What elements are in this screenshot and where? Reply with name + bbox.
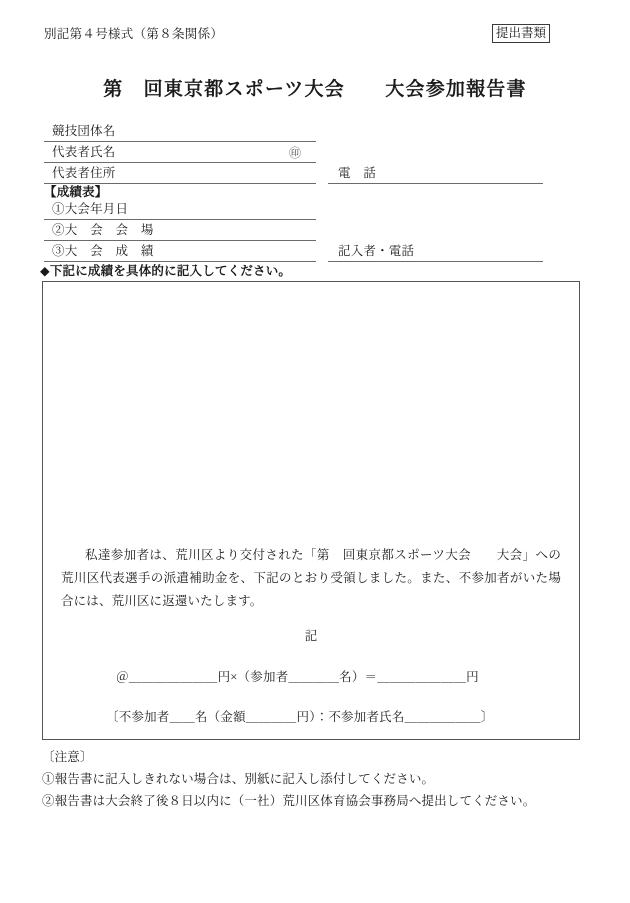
page-title: 第 回東京都スポーツ大会 大会参加報告書 — [103, 79, 527, 100]
receipt-statement-paragraph: 私達参加者は、荒川区より交付された「第 回東京都スポーツ大会 大会」への荒川区代表選手の派遣補助金を、下記のとおり受領しました。また、不参加者がいた場合には、荒川区に返還いたします。 — [61, 548, 561, 608]
field-row-event-date — [44, 200, 550, 221]
form-code-label: 別記第４号様式（第８条関係） — [44, 27, 224, 41]
event-result-input[interactable] — [44, 242, 316, 262]
telephone-input[interactable] — [328, 164, 543, 184]
note-item-2: ②報告書は大会終了後８日以内に（一社）荒川区体育協会事務局へ提出してください。 — [42, 794, 536, 808]
field-row-representative-address — [44, 164, 550, 185]
results-section-heading: 【成績表】 — [44, 185, 108, 199]
footer-notes — [42, 746, 582, 812]
representative-address-label: 代表者住所 — [52, 166, 116, 180]
field-row-organization-name — [44, 122, 550, 143]
results-entry-box[interactable] — [42, 281, 580, 740]
instruction-text: ◆下記に成績を具体的に記入してください。 — [40, 264, 292, 278]
writer-contact-input[interactable] — [328, 242, 543, 262]
representative-address-input[interactable] — [44, 164, 316, 184]
field-row-event-venue — [44, 221, 550, 242]
event-date-input[interactable] — [44, 200, 316, 220]
notes-heading: 〔注意〕 — [42, 750, 93, 764]
event-date-label: ①大会年月日 — [52, 202, 129, 216]
amount-calculation-line[interactable]: ＠＿＿＿＿＿＿＿円×（参加者＿＿＿＿名）＝＿＿＿＿＿＿＿円 — [116, 670, 479, 684]
seal-stamp-icon: ㊞ — [289, 146, 302, 160]
organization-name-input[interactable] — [44, 122, 316, 142]
submission-document-tag: 提出書類 — [492, 24, 550, 43]
event-venue-input[interactable] — [44, 221, 316, 241]
field-row-event-result — [44, 242, 550, 263]
event-result-label: ③大 会 成 績 — [52, 244, 154, 258]
representative-name-input[interactable] — [44, 143, 316, 163]
telephone-label: 電 話 — [338, 166, 377, 180]
note-item-1: ①報告書に記入しきれない場合は、別紙に記入し添付してください。 — [42, 772, 435, 786]
event-venue-label: ②大 会 会 場 — [52, 223, 154, 237]
organization-fields — [44, 122, 550, 185]
ki-heading: 記 — [304, 629, 318, 643]
writer-contact-label: 記入者・電話 — [338, 244, 415, 258]
representative-name-label: 代表者氏名 — [52, 145, 116, 159]
field-row-representative-name — [44, 143, 550, 164]
document-header — [44, 24, 550, 43]
organization-name-label: 競技団体名 — [52, 124, 116, 138]
results-fields — [44, 200, 550, 263]
absentee-line[interactable]: 〔不参加者＿＿名（金額＿＿＿＿円）：不参加者氏名＿＿＿＿＿＿〕 — [106, 710, 494, 724]
